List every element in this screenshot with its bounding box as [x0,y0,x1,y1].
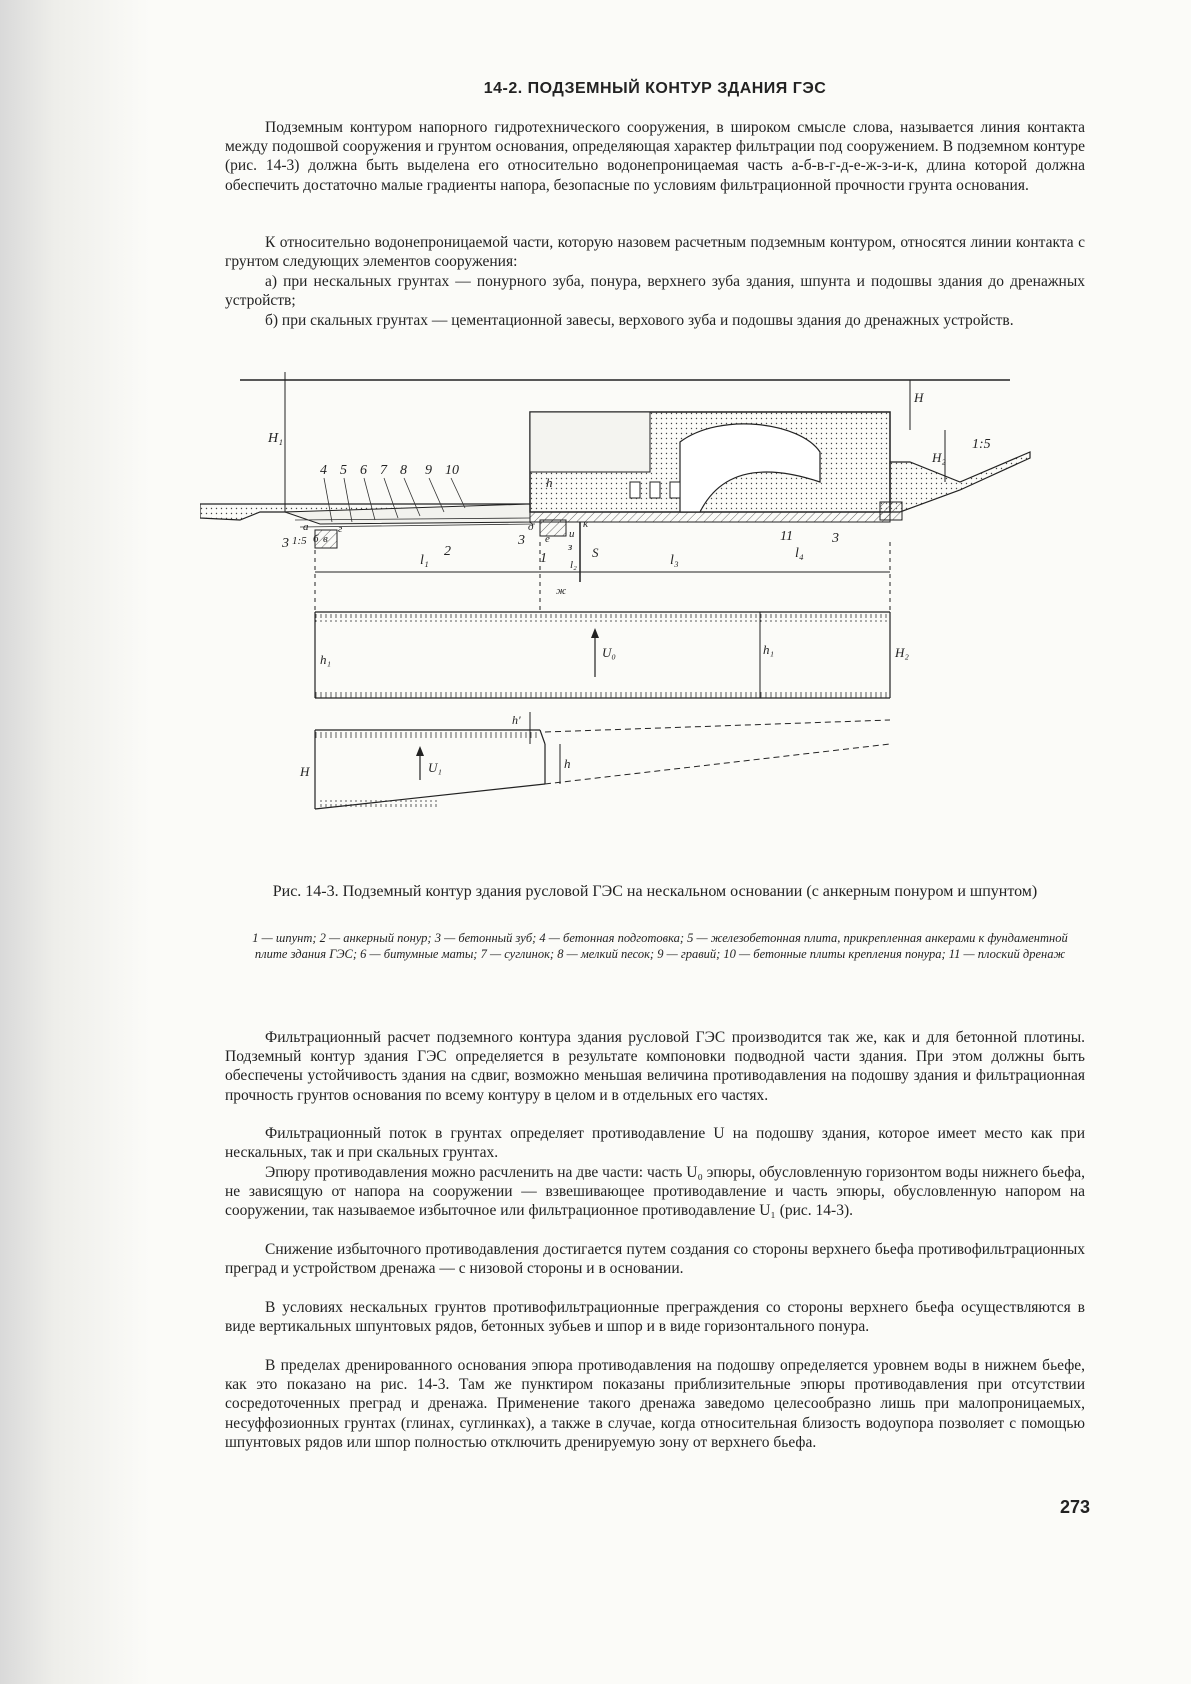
label-11: 11 [780,529,793,544]
label-h: h [546,475,553,490]
svg-text:е: е [545,533,550,545]
label-S: S [592,545,599,560]
svg-text:и: и [569,528,575,540]
label-3-mid: 3 [518,533,525,548]
svg-text:к: к [583,518,589,530]
label-H-diagram: H [300,764,310,779]
label-l4: l₄ [795,546,804,561]
intro-paragraph-3: а) при нескальных грунтах — понурного зуба, понура, верхнего зуба здания, шпунта и подошвы здания до дренажных устройств; [225,273,1085,310]
svg-text:д: д [528,521,534,533]
svg-text:б: б [313,533,319,545]
label-l1: l₁ [420,553,429,568]
label-l3: l₃ [670,553,679,568]
body-paragraph-3: Эпюру противодавления можно расчленить на две части: часть U₀ эпюры, обусловленную горизонтом воды нижнего бьефа, не зависящую от напора на сооружении — взвешивающее противодавление и часть эпюры, обусловленную напором на сооружении, так называемое избыточное или фильтрационное противодавление U₁ (рис. 14-3). [225,1164,1085,1220]
svg-text:6: 6 [360,463,367,478]
intro-paragraph-2: К относительно водонепроницаемой части, которую назовем расчетным подземным контуром, относятся линии контакта с грунтом следующих элементов сооружения: [225,234,1085,271]
body-paragraph-5: В условиях нескальных грунтов противофильтрационные преграждения со стороны верхнего бьефа осуществляются в виде вертикальных шпунтовых рядов, бетонных зубьев и шпор и в виде горизонтального понура. [225,1299,1085,1336]
label-U1: U₁ [428,760,442,775]
scan-shadow [0,0,150,1684]
label-H2: H₂ [932,450,946,465]
body-paragraph-2: Фильтрационный поток в грунтах определяет противодавление U на подошву здания, которое имеет место как при нескальных, так и при скальных грунтах. [225,1125,1085,1162]
body-paragraph-6: В пределах дренированного основания эпюра противодавления на подошву определяется уровнем воды в нижнем бьефе, как это показано на рис. 14-3. Там же пунктиром показаны приблизительные эпюры противодавления при отсутствии сосредоточенных преград и дренажа. Применение такого дренажа заведомо целесообразно лишь при малопроницаемых, несуффозионных грунтах (глинах, суглинках), а также в случае, когда относительная близость водоупора позволяет с помощью шпунтовых рядов или шпор полностью отключить дренируемую зону от верхнего бьефа. [225,1357,1085,1451]
label-slope-left: 1:5 [292,535,307,547]
label-3-left: 3 [282,536,289,551]
section-title: 14-2. ПОДЗЕМНЫЙ КОНТУР ЗДАНИЯ ГЭС [483,80,827,97]
svg-text:в: в [323,533,328,545]
label-h1-right: h₁ [763,642,775,657]
svg-text:4: 4 [320,463,327,478]
page-lower [225,0,1090,1684]
intro-paragraph-4: б) при скальных грунтах — цементационной завесы, верхового зуба и подошвы здания до дренажных устройств. [265,312,1014,329]
label-H1: H₁ [268,431,283,446]
svg-text:г: г [338,523,343,535]
svg-text:10: 10 [445,463,459,478]
body-paragraph-1: Фильтрационный расчет подземного контура здания русловой ГЭС производится так же, как и для бетонной плотины. Подземный контур здания ГЭС определяется в результате компоновки подводной части здания. При этом должны быть обеспечены устойчивость здания на сдвиг, возможно меньшая величина противодавления на подошву здания и фильтрационная прочность грунтов основания по всему контуру в целом и в отдельных его частях. [225,1029,1085,1104]
label-U0: U₀ [602,645,616,660]
svg-text:а: а [303,521,309,533]
figure-legend: 1 — шпунт; 2 — анкерный понур; 3 — бетонный зуб; 4 — бетонная подготовка; 5 — железобетонная плита, прикрепленная анкерами к фундаментной плите здания ГЭС; 6 — битумные маты; 7 — суглинок; 8 — мелкий песок; 9 — гравий; 10 — бетонные плиты крепления понура; 11 — плоский дренаж [252,931,1068,961]
label-3-right: 3 [832,531,839,546]
svg-text:з: з [568,541,573,553]
label-1: 1 [540,551,547,566]
label-l2: l₂ [570,559,577,571]
svg-text:7: 7 [380,463,387,478]
label-H: H [914,390,924,405]
label-H2-diagram: H₂ [895,645,909,660]
figure-caption: Рис. 14-3. Подземный контур здания русловой ГЭС на нескальном основании (с анкерным понуром и шпунтом) [272,883,1038,900]
page-number: 273 [1059,1497,1090,1517]
body-paragraph-4: Снижение избыточного противодавления достигается путем создания со стороны верхнего бьефа противофильтрационных преград и устройством дренажа — с низовой стороны и в основании. [225,1241,1085,1278]
svg-text:8: 8 [400,463,407,478]
svg-text:5: 5 [340,463,347,478]
label-h-prime: h' [512,713,521,727]
intro-paragraph-1: Подземным контуром напорного гидротехнического сооружения, в широком смысле слова, называется линия контакта между подошвой сооружения и грунтом основания, определяющая характер фильтрации под сооружением. В подземном контуре (рис. 14-3) должна быть выделена его относительно водонепроницаемая часть а-б-в-г-д-е-ж-з-и-к, длина которой должна обеспечить достаточно малые градиенты напора, безопасные по условиям фильтрационной прочности грунта основания. [225,119,1085,194]
label-slope-right: 1:5 [972,437,991,452]
svg-text:ж: ж [556,585,567,597]
label-h-diagram: h [564,756,571,771]
svg-text:9: 9 [425,463,432,478]
label-2: 2 [444,544,451,559]
label-h1-diagram: h₁ [320,652,332,667]
